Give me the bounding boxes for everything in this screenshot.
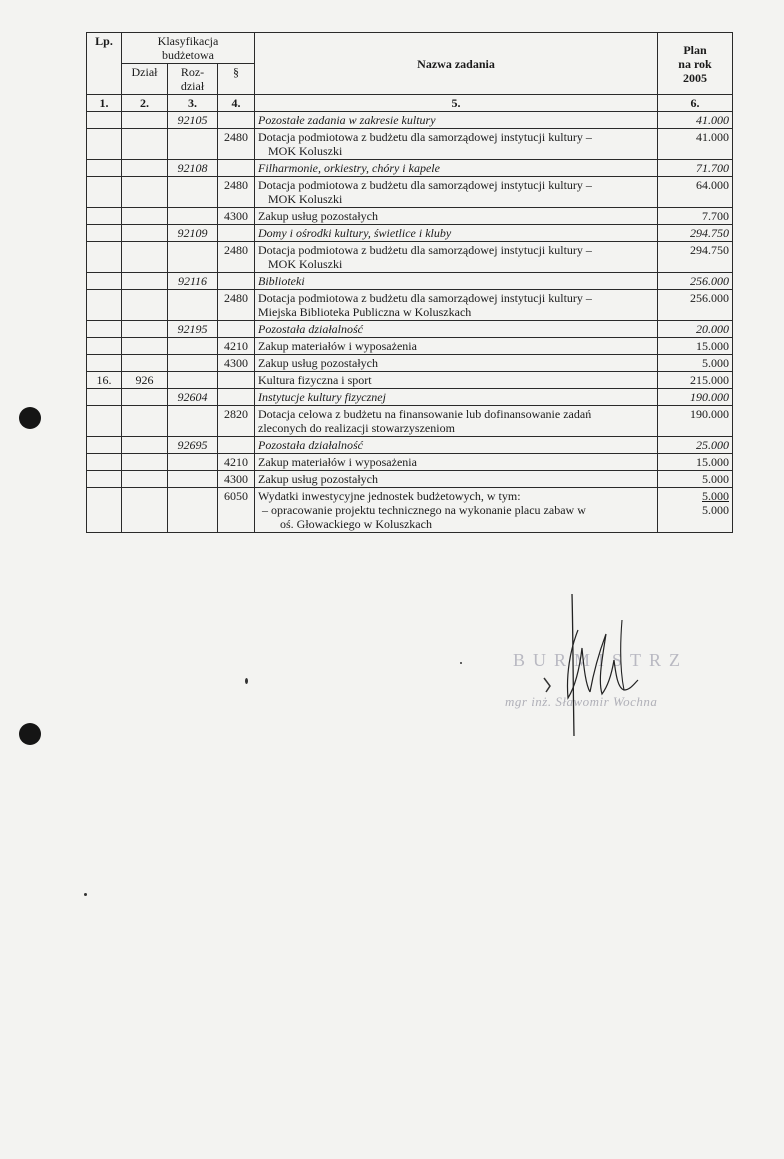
plan-value: 256.000 xyxy=(658,273,733,290)
paragraf-code: 4210 xyxy=(218,454,255,471)
header-plan-line2: na rok xyxy=(678,56,712,71)
handwritten-signature xyxy=(540,590,650,740)
table-row xyxy=(87,355,733,372)
task-name: Kultura fizyczna i sport xyxy=(255,372,658,389)
rozdzial-code: 92195 xyxy=(168,321,218,338)
task-name-line1: Dotacja podmiotowa z budżetu dla samorządowej instytucji kultury – xyxy=(258,291,592,305)
column-number: 2. xyxy=(122,95,168,112)
header-klasyfikacja-line1: Klasyfikacja xyxy=(157,34,219,48)
paragraf-code: 4300 xyxy=(218,355,255,372)
table-row xyxy=(87,488,733,533)
rozdzial-code: 92604 xyxy=(168,389,218,406)
table-row xyxy=(87,406,733,437)
table-row xyxy=(87,273,733,290)
table-row xyxy=(87,437,733,454)
task-name-line2: Miejska Biblioteka Publiczna w Koluszkach xyxy=(258,305,472,319)
task-name: Instytucje kultury fizycznej xyxy=(255,389,658,406)
task-name: Biblioteki xyxy=(255,273,658,290)
paragraf-code: 2480 xyxy=(218,177,255,208)
table-row xyxy=(87,242,733,273)
paragraf-code: 2820 xyxy=(218,406,255,437)
column-number: 1. xyxy=(87,95,122,112)
table-row xyxy=(87,290,733,321)
task-name-line1: Dotacja celowa z budżetu na finansowanie lub dofinansowanie zadań xyxy=(258,407,592,421)
plan-value: 71.700 xyxy=(658,160,733,177)
plan-value-line2: 5.000 xyxy=(702,503,729,517)
budget-table xyxy=(86,32,733,533)
column-number: 3. xyxy=(168,95,218,112)
plan-value: 25.000 xyxy=(658,437,733,454)
task-subitem-line1: – opracowanie projektu technicznego na wykonanie placu zabaw w xyxy=(262,503,586,517)
plan-value: 15.000 xyxy=(658,454,733,471)
plan-value: 294.750 xyxy=(658,225,733,242)
task-name-line2: zleconych do realizacji stowarzyszeniom xyxy=(258,421,455,435)
paragraf-code: 2480 xyxy=(218,129,255,160)
rozdzial-code: 92108 xyxy=(168,160,218,177)
task-name-line1: Wydatki inwestycyjne jednostek budżetowych, w tym: xyxy=(258,489,521,503)
table-row xyxy=(87,208,733,225)
punch-hole xyxy=(19,407,41,429)
rozdzial-code: 92116 xyxy=(168,273,218,290)
task-name-line2: MOK Koluszki xyxy=(268,192,343,206)
stamp-name: mgr inż. Sławomir Wochna xyxy=(505,694,658,709)
task-name-line1: Dotacja podmiotowa z budżetu dla samorządowej instytucji kultury – xyxy=(258,178,592,192)
header-klasyfikacja xyxy=(122,33,255,64)
paragraf-code: 4300 xyxy=(218,471,255,488)
plan-value: 64.000 xyxy=(658,177,733,208)
scan-speck xyxy=(460,662,462,664)
header-plan xyxy=(658,33,733,95)
task-name: Zakup usług pozostałych xyxy=(255,208,658,225)
column-number: 5. xyxy=(255,95,658,112)
header-dzial: Dział xyxy=(122,64,168,95)
table-row xyxy=(87,225,733,242)
table-row xyxy=(87,389,733,406)
task-name: Zakup usług pozostałych xyxy=(255,355,658,372)
task-subitem-line2: oś. Głowackiego w Koluszkach xyxy=(280,517,432,531)
plan-value: 5.000 xyxy=(658,471,733,488)
plan-value: 41.000 xyxy=(658,112,733,129)
table-row xyxy=(87,129,733,160)
task-name-line2: MOK Koluszki xyxy=(268,144,343,158)
plan-value: 20.000 xyxy=(658,321,733,338)
table-row xyxy=(87,160,733,177)
column-number: 4. xyxy=(218,95,255,112)
header-plan-line1: Plan xyxy=(683,42,707,57)
column-number-row xyxy=(87,95,733,112)
header-rozdzial-line2: dział xyxy=(180,79,205,93)
table-row xyxy=(87,471,733,488)
task-name-line1: Dotacja podmiotowa z budżetu dla samorządowej instytucji kultury – xyxy=(258,130,592,144)
column-number: 6. xyxy=(658,95,733,112)
header-paragraf: § xyxy=(218,64,255,95)
task-name: Filharmonie, orkiestry, chóry i kapele xyxy=(255,160,658,177)
task-name: Domy i ośrodki kultury, świetlice i kluby xyxy=(255,225,658,242)
task-name xyxy=(255,488,658,533)
task-name xyxy=(255,242,658,273)
task-name xyxy=(255,406,658,437)
task-name: Pozostała działalność xyxy=(255,321,658,338)
plan-value-line1: 5.000 xyxy=(702,489,729,503)
table-row-section xyxy=(87,372,733,389)
rozdzial-code: 92109 xyxy=(168,225,218,242)
plan-value: 5.000 xyxy=(658,355,733,372)
plan-value: 41.000 xyxy=(658,129,733,160)
header-plan-line3: 2005 xyxy=(683,70,707,85)
paragraf-code: 6050 xyxy=(218,488,255,533)
plan-value: 256.000 xyxy=(658,290,733,321)
task-name-line1: Dotacja podmiotowa z budżetu dla samorządowej instytucji kultury – xyxy=(258,243,592,257)
plan-value: 190.000 xyxy=(658,389,733,406)
header-lp: Lp. xyxy=(87,33,122,95)
header-klasyfikacja-line2: budżetowa xyxy=(162,48,214,62)
task-name: Pozostała działalność xyxy=(255,437,658,454)
task-name: Zakup materiałów i wyposażenia xyxy=(255,454,658,471)
task-name xyxy=(255,290,658,321)
rozdzial-code: 92695 xyxy=(168,437,218,454)
paragraf-code: 4210 xyxy=(218,338,255,355)
task-name: Zakup materiałów i wyposażenia xyxy=(255,338,658,355)
task-name xyxy=(255,129,658,160)
stamp-title: BURMISTRZ xyxy=(513,650,689,670)
plan-value: 7.700 xyxy=(658,208,733,225)
header-rozdzial-line1: Roz- xyxy=(180,65,205,79)
task-name xyxy=(255,177,658,208)
plan-value: 215.000 xyxy=(658,372,733,389)
paragraf-code: 4300 xyxy=(218,208,255,225)
dzial-code: 926 xyxy=(122,372,168,389)
plan-value: 190.000 xyxy=(658,406,733,437)
task-name: Zakup usług pozostałych xyxy=(255,471,658,488)
punch-hole xyxy=(19,723,41,745)
header-rozdzial xyxy=(168,64,218,95)
scan-speck xyxy=(245,678,248,684)
rozdzial-code: 92105 xyxy=(168,112,218,129)
header-nazwa-zadania: Nazwa zadania xyxy=(255,33,658,95)
lp-number: 16. xyxy=(87,372,122,389)
plan-value: 15.000 xyxy=(658,338,733,355)
paragraf-code: 2480 xyxy=(218,290,255,321)
plan-value: 294.750 xyxy=(658,242,733,273)
paragraf-code: 2480 xyxy=(218,242,255,273)
table-row xyxy=(87,338,733,355)
task-name: Pozostałe zadania w zakresie kultury xyxy=(255,112,658,129)
table-row xyxy=(87,112,733,129)
task-name-line2: MOK Koluszki xyxy=(268,257,343,271)
table-row xyxy=(87,454,733,471)
table-row xyxy=(87,321,733,338)
plan-value xyxy=(658,488,733,533)
scan-speck xyxy=(84,893,87,896)
table-row xyxy=(87,177,733,208)
table-header-row-1 xyxy=(87,33,733,64)
